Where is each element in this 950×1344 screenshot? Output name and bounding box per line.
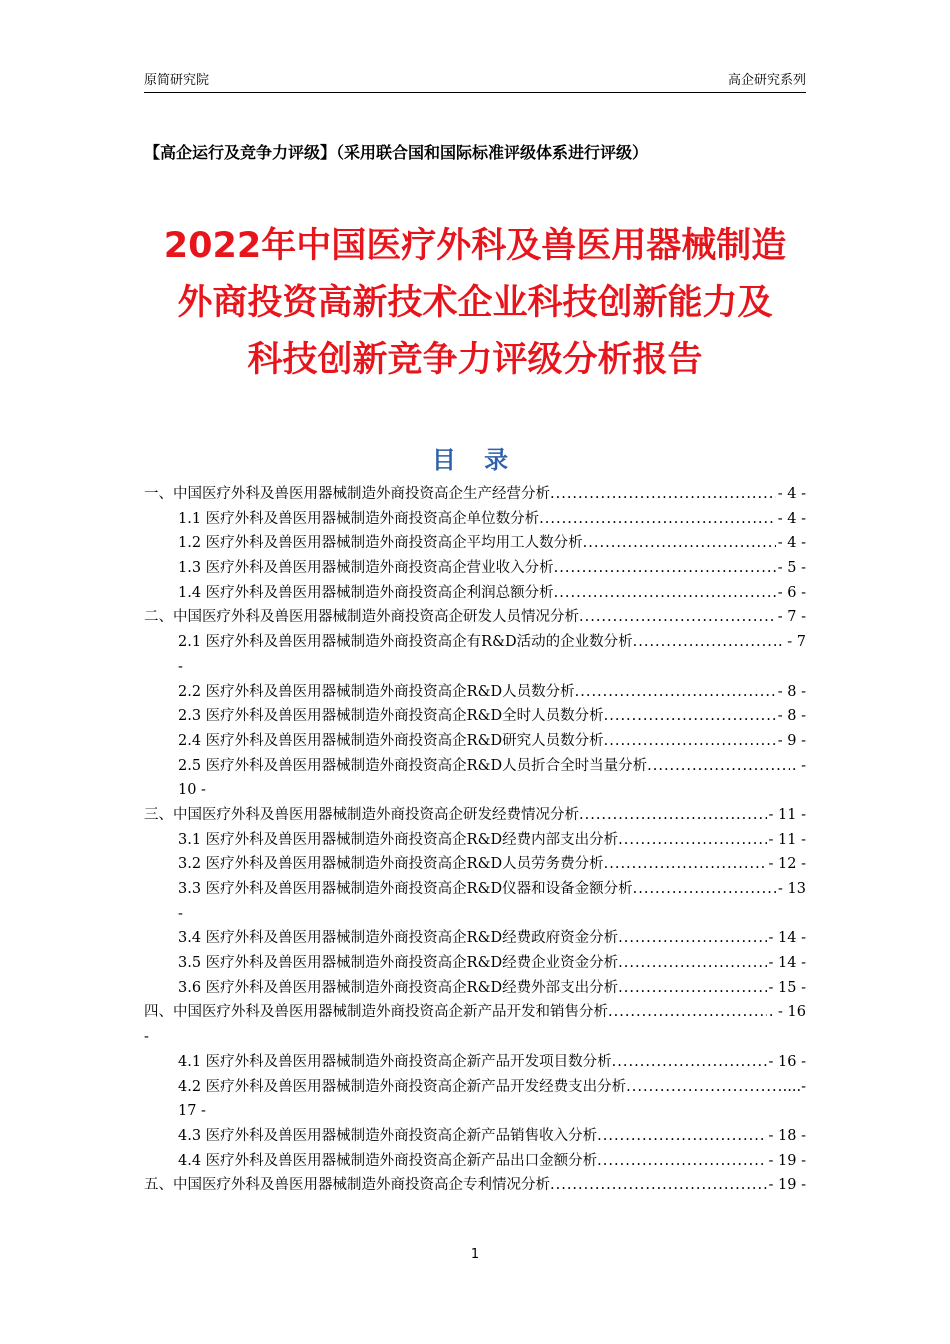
toc-entry-page: - 11 - xyxy=(768,806,806,823)
toc-entry-text: 4.2 医疗外科及兽医用器械制造外商投资高企新产品开发经费支出分析 xyxy=(178,1078,627,1095)
toc-entry[interactable] xyxy=(144,1149,806,1174)
toc-entry[interactable] xyxy=(144,1124,806,1149)
title-line-1: 2022年中国医疗外科及兽医用器械制造 xyxy=(163,226,787,266)
title-line-3: 科技创新竞争力评级分析报告 xyxy=(247,340,703,380)
toc-entry[interactable] xyxy=(144,556,806,581)
toc-entry[interactable] xyxy=(144,1075,806,1100)
toc-entry[interactable] xyxy=(144,482,806,507)
toc-entry-page: - 4 - xyxy=(777,510,806,527)
toc-entry-page: - 4 - xyxy=(777,535,806,552)
toc-entry-text: 2.2 医疗外科及兽医用器械制造外商投资高企R&D人员数分析 xyxy=(178,683,575,700)
toc-entry[interactable] xyxy=(144,704,806,729)
title-line-2: 外商投资高新技术企业科技创新能力及 xyxy=(177,283,773,323)
toc-entry-text: 1.2 医疗外科及兽医用器械制造外商投资高企平均用工人数分析 xyxy=(178,535,583,552)
toc-entry[interactable] xyxy=(144,605,806,630)
toc-entry-page: - 9 - xyxy=(777,732,806,749)
report-title xyxy=(130,218,820,389)
toc-entry[interactable] xyxy=(144,976,806,1001)
toc-entry-text: 1.1 医疗外科及兽医用器械制造外商投资高企单位数分析 xyxy=(178,510,540,527)
toc-entry[interactable] xyxy=(144,729,806,754)
table-of-contents xyxy=(144,482,806,1198)
toc-entry-page: - 5 - xyxy=(777,560,806,577)
toc-entry-page: . - 7 xyxy=(778,634,806,651)
toc-entry-text: 4.1 医疗外科及兽医用器械制造外商投资高企新产品开发项目数分析 xyxy=(178,1053,612,1070)
toc-entry-page: - 11 - xyxy=(768,831,806,848)
toc-entry-text: 3.2 医疗外科及兽医用器械制造外商投资高企R&D人员劳务费分析 xyxy=(178,856,604,873)
toc-entry[interactable] xyxy=(144,828,806,853)
toc-entry-page: - 18 - xyxy=(768,1127,806,1144)
toc-entry-text: 三、中国医疗外科及兽医用器械制造外商投资高企研发经费情况分析 xyxy=(144,806,579,823)
toc-entry-page: - 8 - xyxy=(777,708,806,725)
toc-entry[interactable] xyxy=(144,1173,806,1198)
toc-entry-continuation: - xyxy=(144,1029,149,1046)
toc-entry[interactable] xyxy=(144,1050,806,1075)
toc-entry-continuation: - xyxy=(178,658,183,675)
toc-entry[interactable] xyxy=(144,531,806,556)
toc-entry-text: 一、中国医疗外科及兽医用器械制造外商投资高企生产经营分析 xyxy=(144,486,550,502)
toc-entry-text: 3.3 医疗外科及兽医用器械制造外商投资高企R&D仪器和设备金额分析 xyxy=(178,881,633,897)
toc-entry-page: - 15 - xyxy=(768,979,806,996)
toc-heading: 目 录 xyxy=(431,446,519,474)
toc-entry-page: ....- xyxy=(782,1078,806,1095)
toc-entry-text: 4.4 医疗外科及兽医用器械制造外商投资高企新产品出口金额分析 xyxy=(178,1152,598,1169)
toc-entry[interactable] xyxy=(144,951,806,976)
toc-entry-page: - 19 - xyxy=(768,1177,806,1194)
toc-entry-text: 2.3 医疗外科及兽医用器械制造外商投资高企R&D全时人员数分析 xyxy=(178,708,604,725)
toc-entry-page: . - xyxy=(791,757,806,774)
toc-entry-text: 3.1 医疗外科及兽医用器械制造外商投资高企R&D经费内部支出分析 xyxy=(178,831,619,848)
toc-entry-text: 3.4 医疗外科及兽医用器械制造外商投资高企R&D经费政府资金分析 xyxy=(178,930,619,947)
toc-entry-text: 2.5 医疗外科及兽医用器械制造外商投资高企R&D人员折合全时当量分析 xyxy=(178,757,648,774)
page-number: 1 xyxy=(470,1247,480,1262)
toc-entry-continuation: 17 - xyxy=(178,1103,206,1120)
toc-entry[interactable] xyxy=(144,1000,806,1025)
toc-entry-text: 2.4 医疗外科及兽医用器械制造外商投资高企R&D研究人员数分析 xyxy=(178,732,604,749)
toc-entry-page: - 14 - xyxy=(768,955,806,972)
toc-entry-text: 二、中国医疗外科及兽医用器械制造外商投资高企研发人员情况分析 xyxy=(144,609,579,626)
toc-entry[interactable] xyxy=(144,754,806,779)
toc-entry-text: 3.5 医疗外科及兽医用器械制造外商投资高企R&D经费企业资金分析 xyxy=(178,955,619,972)
toc-entry-text: 3.6 医疗外科及兽医用器械制造外商投资高企R&D经费外部支出分析 xyxy=(178,979,619,996)
toc-entry[interactable] xyxy=(144,680,806,705)
toc-entry-continuation: - xyxy=(178,905,183,922)
toc-entry-page: - 16 - xyxy=(768,1053,806,1070)
toc-entry-page: - 14 - xyxy=(768,930,806,947)
toc-entry[interactable] xyxy=(144,803,806,828)
toc-entry-page: - 19 - xyxy=(768,1152,806,1169)
toc-entry[interactable] xyxy=(144,926,806,951)
toc-entry-page: - 7 - xyxy=(777,609,806,626)
toc-entry-text: 2.1 医疗外科及兽医用器械制造外商投资高企有R&D活动的企业数分析 xyxy=(178,634,633,651)
toc-entry[interactable] xyxy=(144,581,806,606)
toc-entry[interactable] xyxy=(144,507,806,532)
toc-entry-text: 4.3 医疗外科及兽医用器械制造外商投资高企新产品销售收入分析 xyxy=(178,1127,598,1144)
header-right-text: 高企研究系列 xyxy=(727,73,806,88)
toc-entry-page: - 13 xyxy=(778,881,806,897)
toc-entry[interactable] xyxy=(144,852,806,877)
toc-entry[interactable] xyxy=(144,877,806,902)
toc-entry-page: - 8 - xyxy=(777,683,806,700)
toc-entry-text: 五、中国医疗外科及兽医用器械制造外商投资高企专利情况分析 xyxy=(144,1177,550,1194)
toc-entry-page: - 12 - xyxy=(768,856,806,873)
toc-entry-continuation: 10 - xyxy=(178,782,206,799)
rating-line: 【高企运行及竞争力评级】（采用联合国和国际标准评级体系进行评级） xyxy=(144,143,649,162)
toc-entry-text: 1.3 医疗外科及兽医用器械制造外商投资高企营业收入分析 xyxy=(178,560,554,577)
toc-entry[interactable] xyxy=(144,630,806,655)
toc-entry-page: - 4 - xyxy=(777,486,806,502)
toc-entry-text: 1.4 医疗外科及兽医用器械制造外商投资高企利润总额分析 xyxy=(178,584,554,601)
toc-entry-text: 四、中国医疗外科及兽医用器械制造外商投资高企新产品开发和销售分析 xyxy=(144,1004,608,1021)
header-left-text: 原简研究院 xyxy=(144,73,210,88)
toc-entry-page: - 6 - xyxy=(777,584,806,601)
toc-entry-page: . - 16 xyxy=(768,1004,806,1021)
page-header xyxy=(144,66,806,93)
